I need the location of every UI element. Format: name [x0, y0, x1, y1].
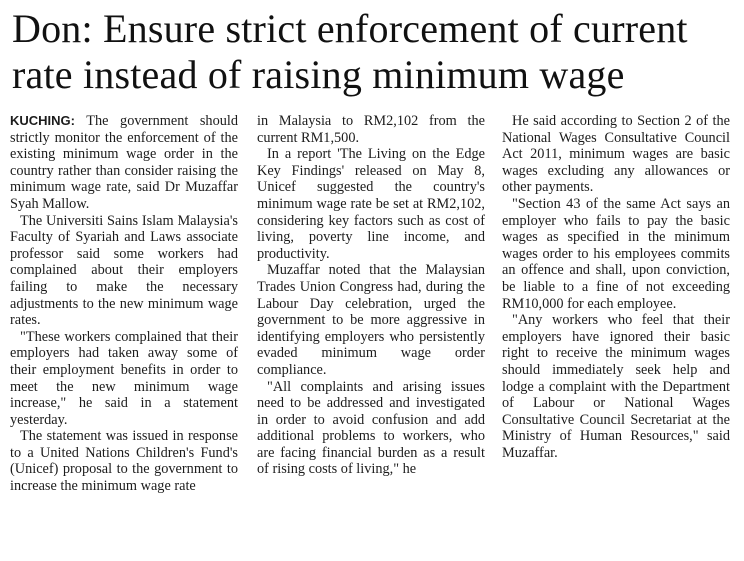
paragraph	[10, 113, 238, 213]
paragraph: The statement was issued in response to a United Nations Children's Fund's (Unicef) proposal to the government to increase the minimum wage rate	[10, 428, 238, 495]
paragraph: "Any workers who feel that their employers have ignored their basic right to receive the minimum wages should immediately seek help and lodge a complaint with the Department of Labour or National Wages Consultative Council Secretariat at the Ministry of Human Resources," said Muzaffar.	[502, 312, 730, 461]
paragraph: In a report 'The Living on the Edge Key Findings' released on May 8, Unicef suggested the country's minimum wage rate be set at RM2,102, considering key factors such as cost of living, poverty line income, and productivity.	[257, 146, 485, 262]
article-column-2	[257, 113, 485, 478]
headline-line-2: rate instead of raising minimum wage	[12, 52, 625, 97]
paragraph: Muzaffar noted that the Malaysian Trades Union Congress had, during the Labour Day celebration, urged the government to be more aggressive in identifying employers who persistently evaded minimum wage order compliance.	[257, 262, 485, 378]
paragraph: The Universiti Sains Islam Malaysia's Faculty of Syariah and Laws associate professor said some workers had complained about their employers failing to make the necessary adjustments to the new minimum wage rates.	[10, 212, 238, 329]
paragraph-text: The government should strictly monitor the enforcement of the existing minimum wage order in the country rather than consider raising the minimum wage rate, said Dr Muzaffar Syah Mallow.	[10, 113, 238, 212]
article-column-1	[10, 113, 238, 495]
paragraph: "Section 43 of the same Act says an employer who fails to pay the basic wages as specified in the minimum wages order to his employees commits an offence and shall, upon conviction, be liable to a fine of not exceeding RM10,000 for each employee.	[502, 195, 730, 312]
paragraph: in Malaysia to RM2,102 from the current RM1,500.	[257, 113, 485, 146]
paragraph: "All complaints and arising issues need to be addressed and investigated in order to avoid confusion and add additional problems to workers, who are facing financial burden as a result of rising costs of living," he	[257, 378, 485, 478]
headline-line-1: Don: Ensure strict enforcement of current	[12, 6, 688, 51]
headline	[12, 6, 732, 98]
dateline: KUCHING:	[10, 113, 75, 128]
article-column-3	[502, 113, 730, 461]
paragraph: "These workers complained that their employers had taken away some of their employment benefits in order to meet the new minimum wage increase," he said in a statement yesterday.	[10, 328, 238, 428]
paragraph: He said according to Section 2 of the National Wages Consultative Council Act 2011, minimum wages are basic wages excluding any allowances or other payments.	[502, 113, 730, 196]
